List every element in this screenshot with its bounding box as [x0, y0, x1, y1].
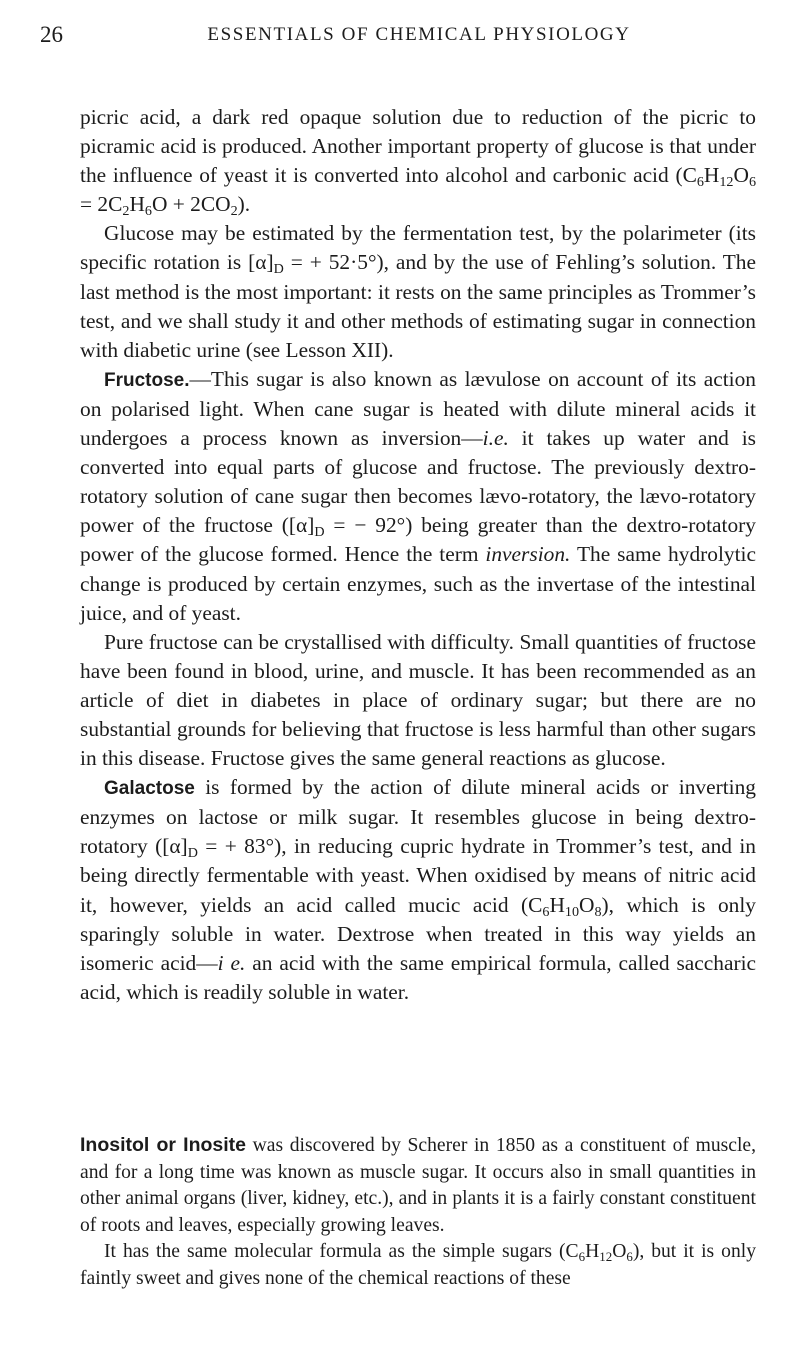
- text-run: ), which is only sparingly soluble in water. Dextrose when treated in this way yields an isomeric acid—: [80, 892, 756, 975]
- small-print-section: [80, 1132, 756, 1293]
- paragraph: [80, 1132, 756, 1239]
- text-run: ), but it is only faintly sweet and gives none of the chemical reactions of these: [80, 1241, 756, 1289]
- text-run: O: [612, 1241, 627, 1263]
- paragraph: [80, 103, 756, 219]
- paragraph: [80, 219, 756, 364]
- text-run: The same hydrolytic change is produced by certain enzymes, such as the invertase of the intestinal juice, and of yeast.: [80, 542, 756, 625]
- main-text: [80, 103, 756, 1007]
- subscript: 6: [626, 1249, 633, 1265]
- subscript: D: [273, 261, 284, 278]
- text-run: H: [703, 163, 720, 188]
- text-run: = 2C: [80, 192, 123, 217]
- text-run: = + 52·5°), and by the use of Fehling’s solution. The last method is the most important: it rests on the same principles as Trommer’s test, and we shall study it and other methods of estimating sugar in connection with diabetic urine (see Lesson XII).: [80, 250, 756, 362]
- page-header: [40, 22, 758, 54]
- paragraph: [80, 773, 756, 1007]
- subscript: D: [187, 845, 198, 862]
- paragraph: [80, 365, 756, 628]
- text-run: It has the same molecular formula as the simple sugars (C: [104, 1241, 579, 1263]
- text-run: —This sugar is also known as lævulose on account of its action on polarised light. When cane sugar is heated with dilute mineral acids it undergoes a process known as inversion—: [80, 366, 756, 451]
- text-run: H: [585, 1241, 600, 1263]
- text-run: H: [549, 892, 565, 917]
- text-run: was discovered by Scherer in 1850 as a constituent of muscle, and for a long time was known as muscle sugar. It occurs also in small quantities in other animal organs (liver, kidney, etc.), and in plants it is a fairly constant constituent of roots and leaves, especially growing leaves.: [80, 1135, 756, 1236]
- section-heading: Galactose: [104, 778, 195, 800]
- subscript: 6: [696, 174, 704, 191]
- text-run: O: [733, 163, 749, 188]
- subscript: 2: [122, 203, 130, 220]
- text-run: Pure fructose can be crystallised with difficulty. Small quantities of fructose have been found in blood, urine, and muscle. It has been recommended as an article of diet in diabetes in place of ordinary sugar; but there are no substantial grounds for believing that fructose is less harmful than other sugars in this disease. Fructose gives the same general reactions as glucose.: [80, 629, 756, 771]
- section-heading: Inositol or Inosite: [80, 1134, 246, 1156]
- paragraph: [80, 628, 756, 773]
- text-run: = + 83°), in reducing cupric hydrate in Trommer’s test, and in being directly fermentable with yeast. When oxidised by means of nitric acid it, however, yields an acid called mucic acid (C: [80, 834, 756, 917]
- text-run: H: [129, 192, 145, 217]
- text-run: O + 2CO: [151, 192, 231, 217]
- text-run: Glucose may be estimated by the fermentation test, by the polarimeter (its specific rotation is [α]: [80, 221, 756, 275]
- text-run: ).: [237, 192, 251, 217]
- text-run: O: [579, 892, 595, 917]
- subscript: 6: [748, 174, 756, 191]
- text-run: is formed by the action of dilute mineral acids or inverting enzymes on lactose or milk sugar. It resembles glucose in being dextro-rotatory ([α]: [80, 775, 756, 859]
- paragraph: [80, 1239, 756, 1292]
- page-number: 26: [40, 22, 63, 47]
- subscript: 2: [230, 203, 238, 220]
- subscript: 6: [578, 1249, 586, 1265]
- subscript: 6: [542, 903, 550, 920]
- text-run: picric acid, a dark red opaque solution due to reduction of the picric to picramic acid is produced. Another important property of glucose is that under the influence of yeast it is converted into alcohol and carbonic acid (C: [80, 105, 756, 188]
- subscript: 12: [599, 1249, 613, 1265]
- subscript: 10: [564, 903, 580, 920]
- text-run: an acid with the same empirical formula, called saccharic acid, which is readily soluble in water.: [80, 950, 757, 1004]
- emphasis-text: i.e.: [482, 426, 509, 451]
- running-head: ESSENTIALS OF CHEMICAL PHYSIOLOGY: [207, 24, 631, 45]
- emphasis-text: inversion.: [485, 542, 571, 567]
- subscript: 6: [144, 203, 152, 220]
- section-heading: Fructose.: [104, 369, 190, 391]
- text-run: = − 92°) being greater than the dextro-rotatory power of the glucose formed. Hence the term: [80, 513, 756, 567]
- subscript: 12: [719, 174, 734, 191]
- text-run: it takes up water and is converted into equal parts of glucose and fructose. The previously dextro-rotatory solution of cane sugar then becomes lævo-rotatory, the lævo-rotatory power of the fructose ([α]: [80, 426, 756, 538]
- subscript: D: [314, 524, 325, 541]
- emphasis-text: i e.: [217, 950, 246, 975]
- subscript: 8: [594, 903, 602, 920]
